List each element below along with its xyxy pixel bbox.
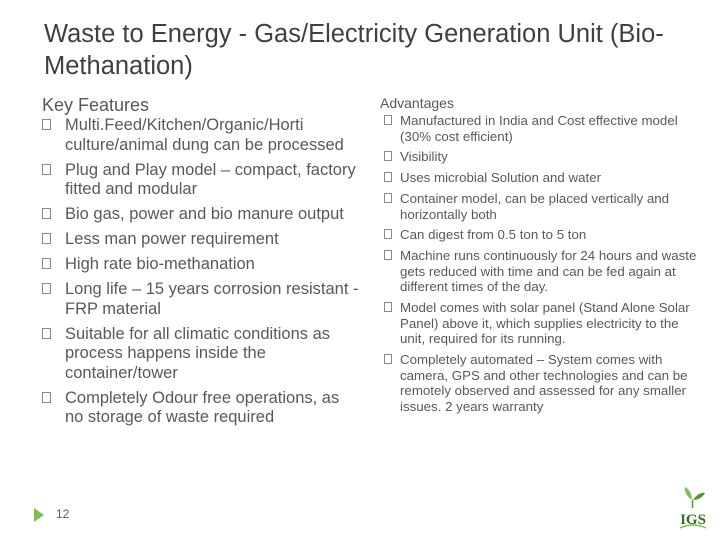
- list-item-text: Machine runs continuously for 24 hours and waste gets reduced with time and can be fed again at different times of the day.: [400, 248, 697, 295]
- list-item-text: Less man power requirement: [65, 230, 279, 249]
- key-features-heading: Key Features: [42, 95, 150, 115]
- list-item: [42, 389, 360, 428]
- bullet-box-icon: [42, 233, 51, 244]
- list-item: [380, 227, 700, 243]
- bullet-box-icon: [42, 328, 51, 339]
- list-item: [380, 352, 700, 414]
- bullet-box-icon: [42, 258, 51, 269]
- advantages-list: [380, 113, 700, 414]
- bullet-box-icon: [42, 119, 51, 130]
- list-item: [42, 205, 360, 225]
- list-item: [42, 161, 360, 200]
- list-item: [380, 300, 700, 347]
- list-item-text: Plug and Play model – compact, factory fitted and modular: [65, 160, 356, 199]
- list-item: [380, 149, 700, 165]
- list-item-text: Container model, can be placed vertically and horizontally both: [400, 190, 670, 222]
- list-item: [42, 230, 360, 250]
- bullet-box-icon: [384, 151, 392, 161]
- list-item: [42, 325, 360, 384]
- bullet-box-icon: [384, 193, 392, 203]
- slide-title: Waste to Energy - Gas/Electricity Generation Unit (Bio-Methanation): [44, 20, 664, 80]
- bullet-box-icon: [384, 354, 392, 364]
- list-item: [380, 170, 700, 186]
- list-item: [380, 191, 700, 222]
- bullet-box-icon: [42, 392, 51, 403]
- bullet-box-icon: [42, 164, 51, 175]
- slide-number: 12: [56, 507, 70, 521]
- advantages-heading: Advantages: [380, 95, 454, 111]
- advantages-column: [380, 94, 700, 420]
- list-item-text: Uses microbial Solution and water: [400, 170, 602, 186]
- bullet-box-icon: [384, 115, 392, 125]
- bullet-box-icon: [384, 302, 392, 312]
- bullet-box-icon: [384, 172, 392, 182]
- list-item-text: Can digest from 0.5 ton to 5 ton: [400, 227, 587, 243]
- list-item-text: Long life – 15 years corrosion resistant - FRP material: [65, 280, 359, 318]
- list-item-text: Visibility: [400, 149, 448, 165]
- logo-text: IGS: [680, 512, 706, 528]
- key-features-column: [42, 94, 360, 433]
- list-item-text: Bio gas, power and bio manure output: [65, 205, 344, 224]
- bullet-box-icon: [384, 229, 392, 239]
- igs-logo: [672, 486, 714, 532]
- list-item: [380, 248, 700, 295]
- list-item-text: Model comes with solar panel (Stand Alone Solar Panel) above it, which supplies electricity to the unit, required for its running.: [400, 300, 690, 347]
- list-item: [380, 113, 700, 144]
- list-item: [42, 255, 360, 275]
- bullet-box-icon: [384, 250, 392, 260]
- list-item-text: Suitable for all climatic conditions as process happens inside the container/tower: [65, 324, 331, 382]
- key-features-list: [42, 116, 360, 428]
- list-item-text: Multi.Feed/Kitchen/Organic/Horti culture/animal dung can be processed: [65, 116, 344, 154]
- slide-arrow-icon: [34, 508, 44, 522]
- list-item-text: High rate bio-methanation: [65, 255, 255, 274]
- list-item-text: Completely automated – System comes with camera, GPS and other technologies and can be remotely observed and assessed for any smaller issues. 2 years warranty: [400, 352, 688, 414]
- list-item-text: Manufactured in India and Cost effective model (30% cost efficient): [400, 113, 678, 144]
- bullet-box-icon: [42, 283, 51, 294]
- bullet-box-icon: [42, 208, 51, 219]
- list-item: [42, 116, 360, 155]
- list-item-text: Completely Odour free operations, as no storage of waste required: [65, 388, 340, 427]
- list-item: [42, 280, 360, 319]
